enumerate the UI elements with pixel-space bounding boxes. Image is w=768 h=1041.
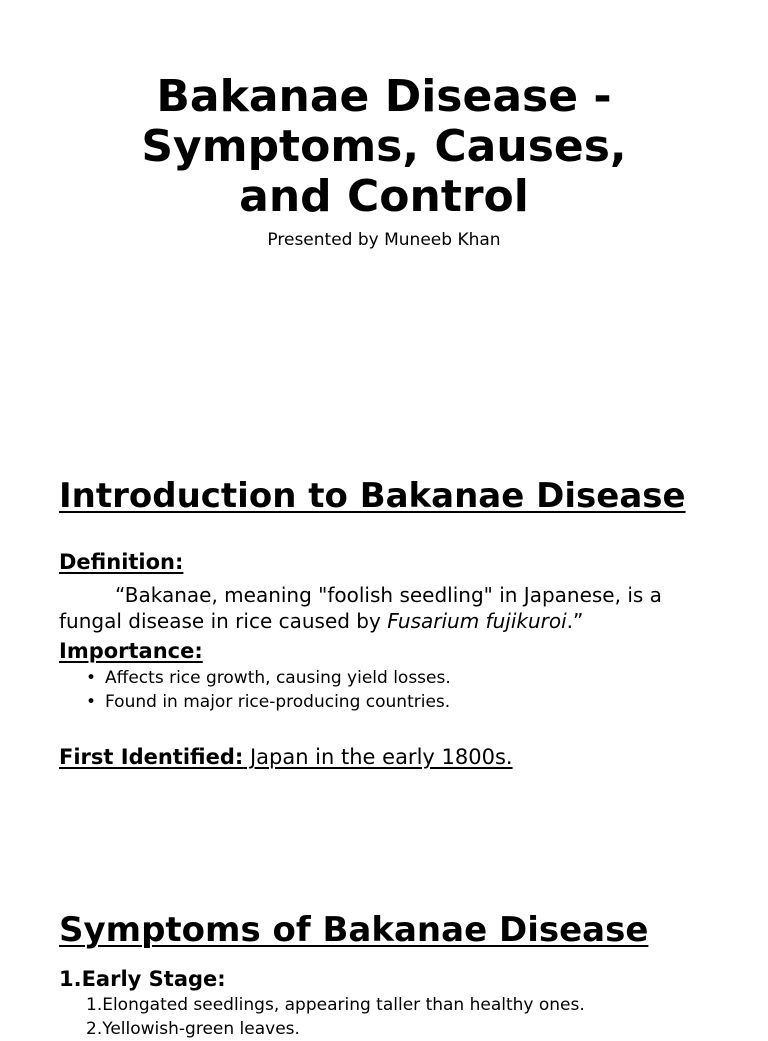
definition-text-prefix: “Bakanae, meaning "foolish seedling" in Japanese, is a fungal disease in rice caused by xyxy=(59,583,662,633)
symptoms-heading: Symptoms of Bakanae Disease xyxy=(59,910,649,950)
first-identified-label-text: First Identified: xyxy=(59,745,244,769)
first-identified-line xyxy=(59,744,513,770)
list-item-text: Found in major rice-producing countries. xyxy=(105,692,451,712)
symptoms-slide xyxy=(0,870,768,1039)
definition-label: Definition: xyxy=(59,550,184,574)
importance-label-block xyxy=(59,638,203,664)
presenter-subtitle: Presented by Muneeb Khan xyxy=(267,230,501,250)
importance-list xyxy=(86,666,451,714)
introduction-slide xyxy=(0,430,768,870)
list-item: 2.Yellowish-green leaves. xyxy=(86,1019,300,1039)
list-item xyxy=(86,690,451,714)
pathogen-name: Fusarium fujikuroi xyxy=(387,609,567,633)
title-line-3: and Control xyxy=(239,171,529,222)
first-identified-value: Japan in the early 1800s. xyxy=(243,745,513,769)
importance-label: Importance: xyxy=(59,639,203,663)
bullet-icon: • xyxy=(86,692,97,712)
definition-text-suffix: .” xyxy=(566,609,584,633)
list-item: 1.Elongated seedlings, appearing taller than healthy ones. xyxy=(86,995,585,1015)
presentation-title xyxy=(0,72,768,222)
list-item-text: Affects rice growth, causing yield losses. xyxy=(105,668,451,688)
definition-label-block xyxy=(59,549,183,575)
definition-text xyxy=(59,582,719,634)
title-slide xyxy=(0,0,768,430)
early-stage-label: 1.Early Stage: xyxy=(59,967,226,991)
first-identified-label xyxy=(59,745,513,769)
title-line-2: Symptoms, Causes, xyxy=(141,121,627,172)
title-line-1: Bakanae Disease - xyxy=(156,71,612,122)
bullet-icon: • xyxy=(86,668,97,688)
introduction-heading: Introduction to Bakanae Disease xyxy=(59,476,686,516)
list-item xyxy=(86,666,451,690)
early-stage-list xyxy=(86,993,585,1041)
